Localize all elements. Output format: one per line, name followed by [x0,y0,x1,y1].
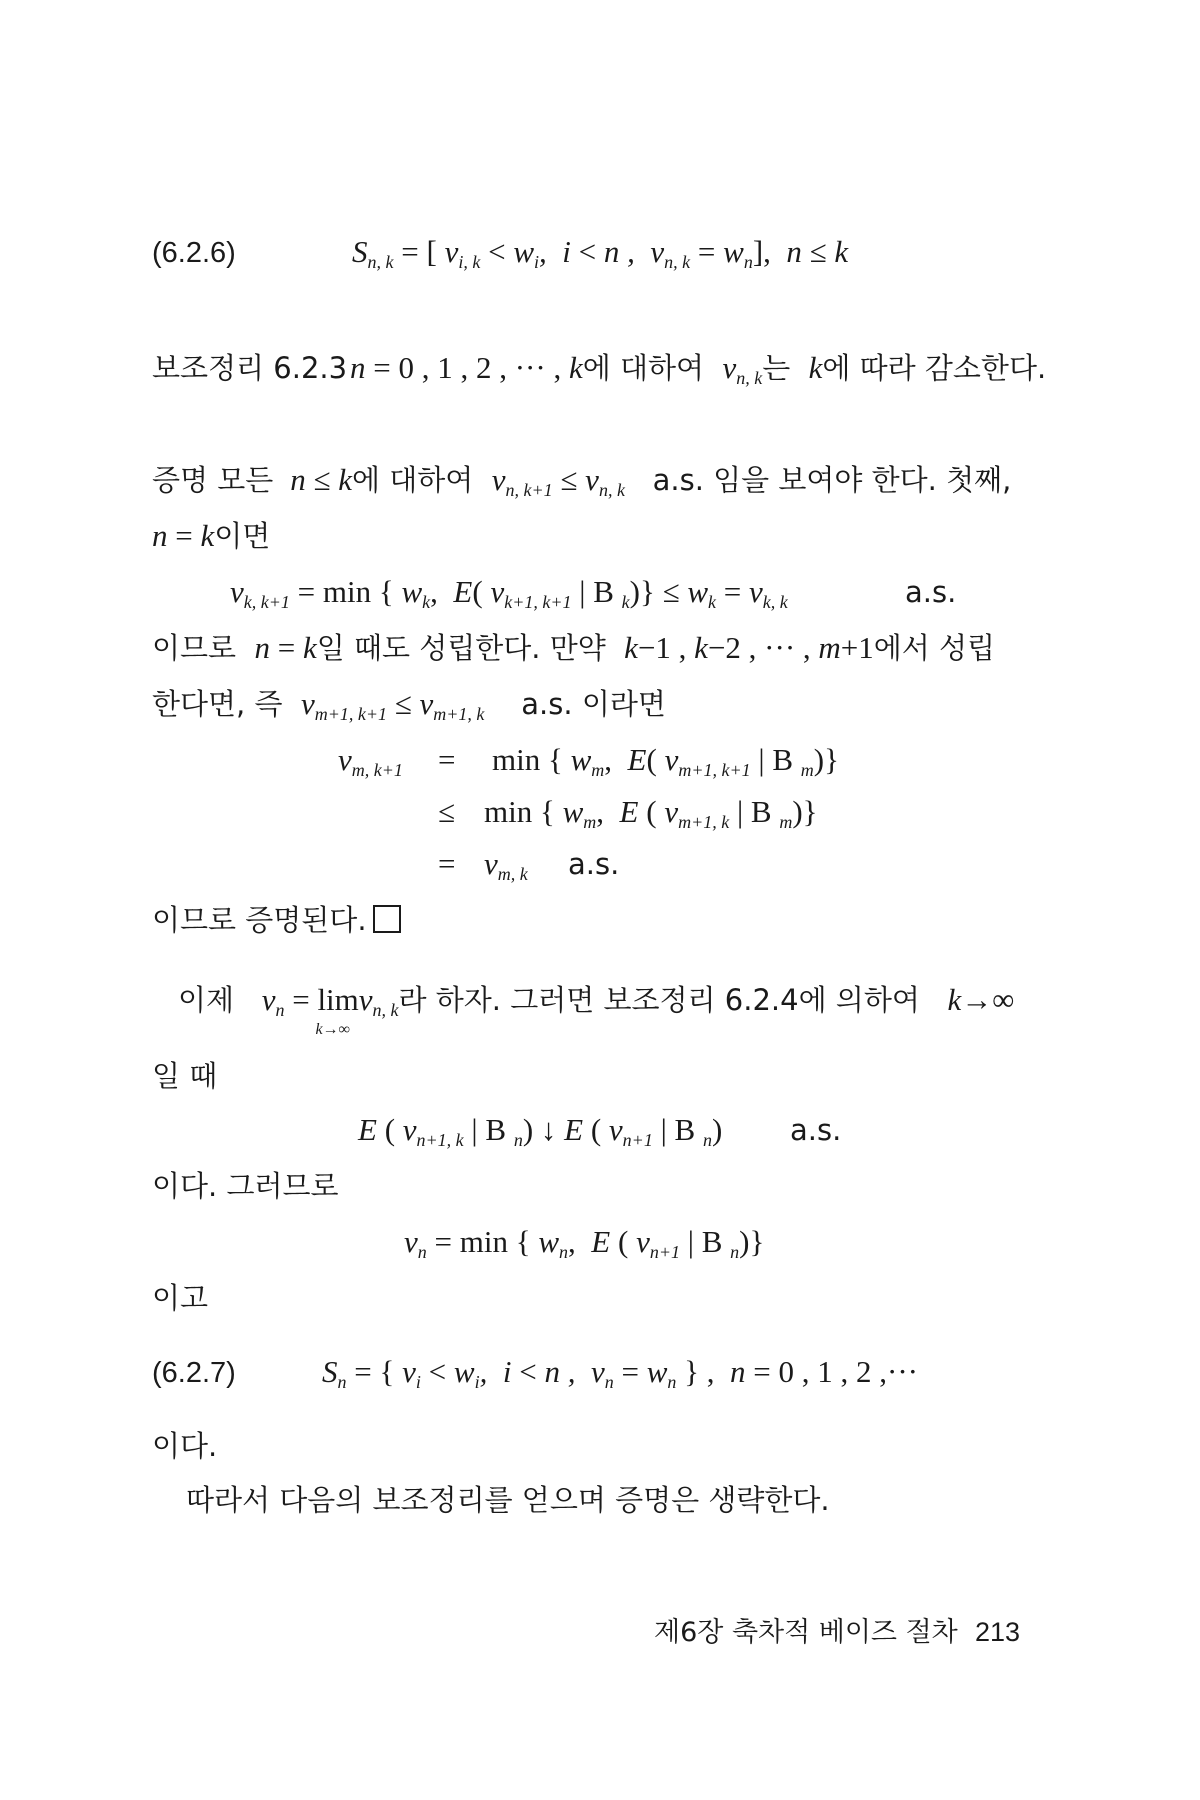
page-footer [654,1610,1020,1649]
equation-min-as [905,572,956,612]
equation-label: (6.2.6) [152,237,236,269]
equation-conditional: E ( $v_{n+1, k}$ | B $_n$) ↓ E ( $v_{n+1}$ | B $_n$) [358,1112,723,1150]
proof-text: 이면 [214,519,271,553]
proof-text: 이므로 [152,631,237,665]
para2-line-4 [152,1278,208,1318]
closing-line-2 [186,1480,830,1520]
lemma-statement: n = 0 , 1 , 2 , ··· , k에 대하여 $v_{n, k}$는 k에 따라 감소한다. [350,350,1047,388]
para-text: 이고 [152,1281,209,1315]
page-number: 213 [974,1617,1020,1647]
proof-text: 에서 성립 [873,631,996,665]
para-text: 이다. 그러므로 [152,1169,339,1203]
as-label: a.s. [568,847,620,881]
proof-text: a.s. 임을 보여야 한다. 첫째, [652,463,1012,497]
equation-min-wk: $v_{k, k+1} = \min$ { $w_k$, E( $v_{k+1, k+1}$ | B $_k)\} \le w_k = v_{k, k}$ [230,574,788,612]
proof-text: 에 대하여 [352,463,474,497]
para-text: 일 때 [152,1059,218,1093]
proof-text: 일 때도 성립한다. 만약 [316,631,606,665]
as-label: a.s. [790,1113,842,1147]
para2-line-3 [152,1166,339,1206]
para-text: 라 하자. 그러면 보조정리 6.2.4에 의하여 [398,983,920,1017]
as-label: a.s. [905,575,957,609]
proof-line-3: 이므로 n = k일 때도 성립한다. 만약 k−1 , k−2 , ··· , m+1에서 성립 [152,630,996,665]
align-eq-1: = [438,742,456,777]
equation-6-2-6 [152,232,236,273]
equation-6-2-7 [152,1352,236,1393]
align-lhs: $v_{m, k+1}$ [338,742,403,780]
para-text: 따라서 다음의 보조정리를 얻으며 증명은 생략한다. [186,1483,830,1517]
lemma-title: 보조정리 6.2.3 [152,351,348,385]
para-text: 이다. [152,1429,218,1463]
align-as [568,844,619,884]
equation-vn: $v_n = \min$ { $w_n$, E ( $v_{n+1}$ | B $_n$)} [404,1224,765,1262]
proof-heading: 증명 모든 [152,463,274,497]
align-rhs-3: $v_{m, k}$ [484,846,528,884]
equation-label: (6.2.7) [152,1357,236,1389]
para2-line-2 [152,1056,217,1096]
closing-line-1 [152,1426,217,1466]
equation-conditional-as [790,1110,841,1150]
qed-box-icon [373,905,401,933]
chapter-title: 제6장 축차적 베이즈 절차 [654,1617,958,1648]
proof-line-2: n = k이면 [152,518,271,553]
proof-text: 이므로 증명된다. [152,903,367,937]
para-text: 이제 [178,983,235,1017]
align-rhs-2: min { $w_m$, E ( $v_{m+1, k}$ | B $_m$)} [484,794,818,832]
lemma-6-2-3 [152,348,347,388]
proof-text: 한다면, 즉 [152,687,283,721]
align-eq-2: ≤ [438,794,456,829]
equation-6-2-6-formula: $S_{n, k}$ = [ $v_{i, k} < w_i$, i < n , $v_{n, k} = w_n$], n ≤ k [352,234,849,272]
proof-line-1: 증명 모든 n ≤ k에 대하여 $v_{n, k+1} \le v_{n, k}$ a.s. 임을 보여야 한다. 첫째, [152,462,1012,500]
limit-operator: lim k→∞ [315,982,359,1038]
proof-line-4: 한다면, 즉 $v_{m+1, k+1} \le v_{m+1, k}$ a.s. 이라면 [152,686,666,724]
proof-conclusion [152,900,401,940]
equation-6-2-7-formula: $S_n$ = { $v_i < w_i$, i < n , $v_n = w_n$ } , n = 0 , 1 , 2 ,··· [322,1354,918,1392]
para2-line-1: 이제 $v_n = \lim$ k→∞ $v_{n, k}$라 하자. 그러면 보조정리 6.2.4에 의하여 k→∞ [178,982,1015,1038]
align-eq-3: = [438,846,456,881]
proof-text: a.s. 이라면 [521,687,666,721]
align-rhs-1: min { $w_m$, E( $v_{m+1, k+1}$ | B $_m$)} [492,742,839,780]
